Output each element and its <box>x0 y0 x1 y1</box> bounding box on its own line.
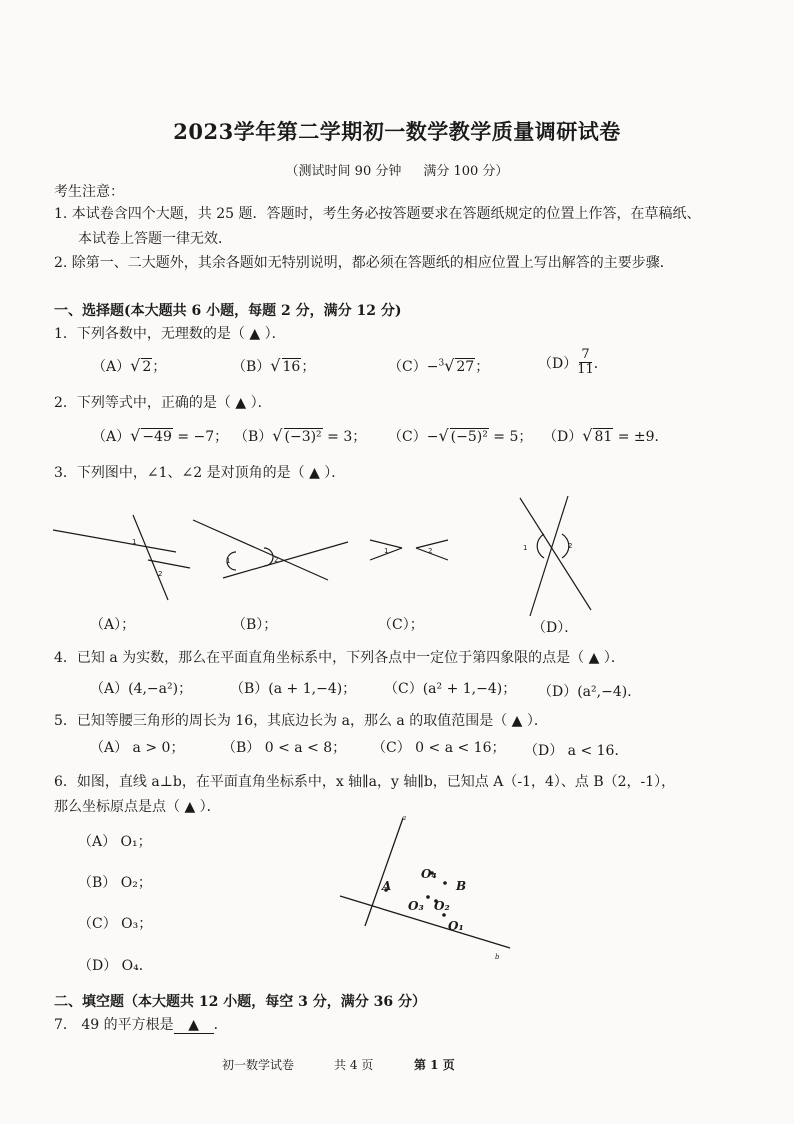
q4-option-a: （A）(4,−a²)； <box>90 681 193 697</box>
q6-label-a-line: a <box>402 814 407 822</box>
footer-page-number: 第 1 页 <box>414 1058 455 1072</box>
q6-point-o1 <box>442 913 446 917</box>
q6-figure <box>335 808 525 968</box>
q3-fig-b-line-2 <box>223 542 348 578</box>
q2-option-c: （C）−√ (−5)² = 5； <box>388 426 533 445</box>
q5-option-a: （A） a > 0； <box>90 740 185 756</box>
q3-fig-b-arc-2 <box>264 548 273 566</box>
q2-option-d: （D）√ 81 = ±9． <box>543 426 669 445</box>
q5-option-c: （C） 0 < a < 16； <box>372 740 506 756</box>
q7-answer-blank: ▲ <box>174 1017 214 1034</box>
q3-fig-d-line-1 <box>520 498 591 610</box>
q6-label-b-line: b <box>495 953 500 961</box>
q3-fig-d-arc-1 <box>537 534 544 558</box>
q3-fig-a-label-2: 2 <box>158 570 163 578</box>
q6-option-d: （D） O₄． <box>78 958 153 974</box>
q4-option-b: （B）(a + 1,−4)； <box>230 681 357 697</box>
q4-option-c: （C）(a² + 1,−4)； <box>384 681 517 697</box>
q3-fig-a-label-1: 1 <box>132 538 137 546</box>
note-1-cont: 本试卷上答题一律无效． <box>78 231 232 247</box>
q1-option-a: （A）√ 2； <box>92 356 167 375</box>
q6-point-o3 <box>426 895 430 899</box>
q3-caption-b: （B）； <box>232 617 278 633</box>
q3-fig-b-label-1: 1 <box>226 557 231 565</box>
exam-title: 2023学年第二学期初一数学教学质量调研试卷 <box>173 119 621 144</box>
q6-label-A: A <box>382 879 392 893</box>
q6-label-O1: O₁ <box>448 919 464 933</box>
exam-time: （测试时间 90 分钟 <box>285 164 402 179</box>
exam-score: 满分 100 分） <box>423 164 509 179</box>
q5-stem: 5．已知等腰三角形的周长为 16，其底边长为 a，那么 a 的取值范围是（ ▲ ）． <box>54 713 548 729</box>
q3-figures <box>48 490 608 630</box>
q2-stem: 2．下列等式中，正确的是（ ▲ ）． <box>54 395 272 411</box>
q3-caption-c: （C）； <box>378 617 424 633</box>
q3-fig-c-label-1: 1 <box>384 547 389 555</box>
q6-label-O4: O₄ <box>421 867 437 881</box>
q6-label-O2: O₂ <box>434 899 450 913</box>
q3-fig-d-label-1: 1 <box>523 544 528 552</box>
q3-fig-d-label-2: 2 <box>568 542 573 550</box>
footer-total-pages: 共 4 页 <box>334 1058 374 1072</box>
q6-line-b <box>340 896 510 948</box>
q6-option-b: （B） O₂； <box>78 875 152 891</box>
q4-option-d: （D）(a²,−4)． <box>538 684 642 700</box>
q3-stem: 3．下列图中，∠1、∠2 是对顶角的是（ ▲ ）． <box>54 465 346 481</box>
q5-option-d: （D） a < 16． <box>524 743 629 759</box>
q6-stem-cont: 那么坐标原点是点（ ▲ ）． <box>54 799 221 815</box>
exam-subtitle <box>0 160 794 179</box>
q3-fig-a-line-1 <box>53 530 176 552</box>
q4-stem: 4．已知 a 为实数，那么在平面直角坐标系中，下列各点中一定位于第四象限的点是（ ▲ ）． <box>54 650 625 666</box>
q3-fig-a-line-2 <box>133 515 168 600</box>
q6-option-c: （C） O₃； <box>78 916 153 932</box>
note-2: 2. 除第一、二大题外，其余各题如无特别说明，都必须在答题纸的相应位置上写出解答的主要步骤． <box>54 255 674 271</box>
notes-heading: 考生注意： <box>54 184 124 200</box>
q6-stem: 6．如图，直线 a⊥b，在平面直角坐标系中，x 轴∥a，y 轴∥b，已知点 A（-1，4）、点 B（2，-1）， <box>54 774 676 790</box>
section-1-heading: 一、选择题(本大题共 6 小题，每题 2 分，满分 12 分) <box>54 303 402 319</box>
q2-option-a: （A）√ −49 = −7； <box>92 426 229 445</box>
q3-fig-d-line-2 <box>530 496 568 616</box>
q6-label-B: B <box>456 879 467 893</box>
q1-stem: 1．下列各数中，无理数的是（ ▲ ）． <box>54 326 286 342</box>
q1-option-b: （B）√ 16； <box>232 356 316 375</box>
q1-option-d: （D） $\frac{7}{11}$ ． <box>538 347 608 378</box>
q3-fig-b-line-1 <box>193 520 328 580</box>
note-1: 1. 本试卷含四个大题，共 25 题．答题时，考生务必按答题要求在答题纸规定的位置上作答，在草稿纸、 <box>54 206 701 222</box>
q7-stem: 7． 49 的平方根是 ▲ ． <box>54 1017 228 1033</box>
footer-name: 初一数学试卷 <box>222 1058 295 1072</box>
q6-label-O3: O₃ <box>408 899 424 913</box>
q3-fig-b-label-2: 2 <box>274 556 279 564</box>
section-2-heading: 二、填空题（本大题共 12 小题，每空 3 分，满分 36 分） <box>54 994 426 1010</box>
q6-point-b <box>443 881 447 885</box>
q2-option-b: （B）√ (−3)² = 3； <box>234 426 367 445</box>
q5-option-b: （B） 0 < a < 8； <box>222 740 347 756</box>
q3-caption-d: （D）． <box>532 620 579 636</box>
q3-fig-c-label-2: 2 <box>428 547 433 555</box>
q1-option-c: （C）−$^3$√ 27； <box>388 356 490 375</box>
q6-option-a: （A） O₁； <box>78 834 152 850</box>
q3-caption-a: （A）； <box>90 617 136 633</box>
